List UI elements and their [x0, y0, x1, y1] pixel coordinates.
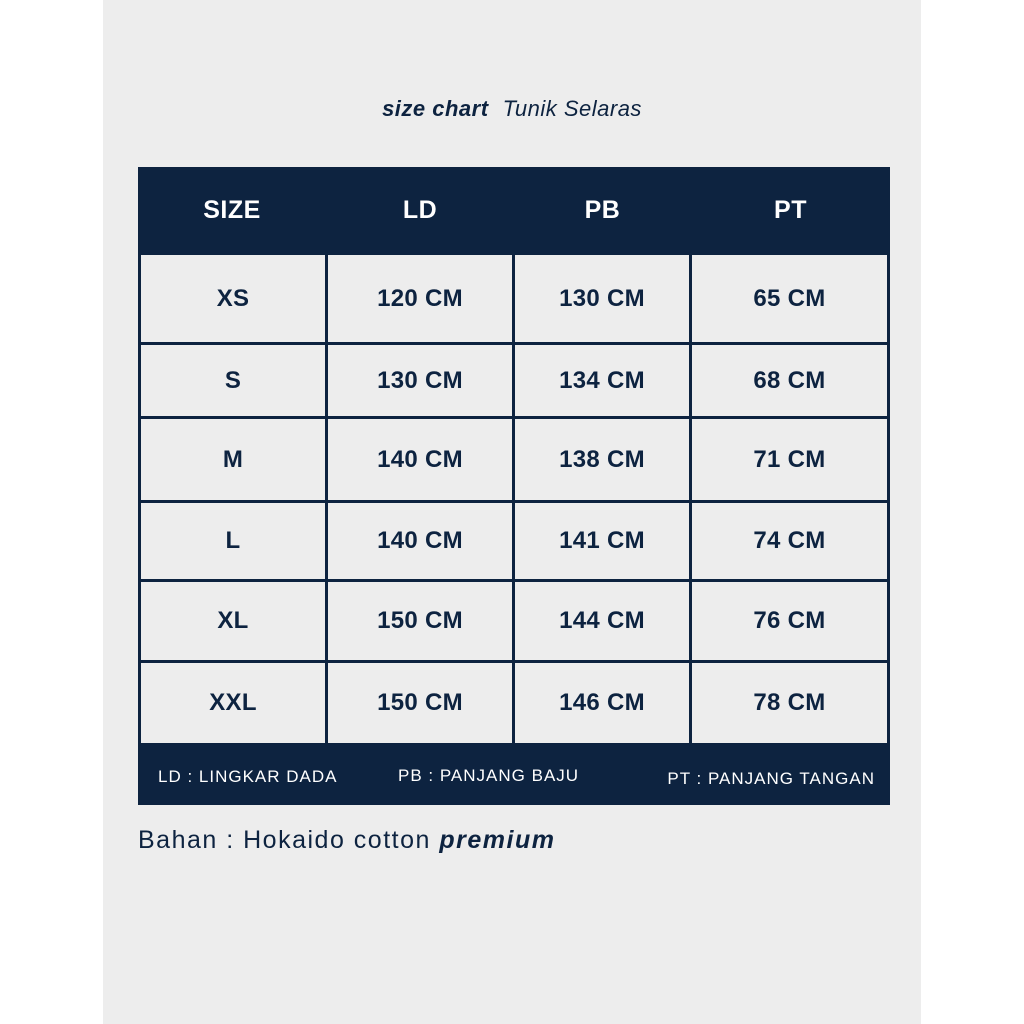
table-cell-size: M — [141, 419, 325, 500]
table-cell-pb: 141 CM — [515, 503, 689, 579]
material-prefix: Bahan : Hokaido cotton — [138, 826, 440, 854]
table-cell-pt: 78 CM — [692, 663, 887, 743]
table-cell-size: XXL — [141, 663, 325, 743]
table-cell-pt: 65 CM — [692, 255, 887, 342]
title-product-name: Tunik Selaras — [502, 96, 642, 121]
legend-pb: PB : PANJANG BAJU — [398, 766, 580, 785]
table-cell-pb: 146 CM — [515, 663, 689, 743]
table-cell-ld: 150 CM — [328, 582, 512, 660]
legend-pt: PT : PANJANG TANGAN — [667, 769, 875, 788]
material-premium: premium — [439, 826, 556, 854]
table-cell-pt: 74 CM — [692, 503, 887, 579]
header-size: SIZE — [203, 196, 261, 224]
table-cell-pb: 138 CM — [515, 419, 689, 500]
header-pt: PT — [774, 196, 807, 224]
table-cell-size: L — [141, 503, 325, 579]
header-ld: LD — [402, 196, 438, 224]
table-cell-ld: 140 CM — [328, 419, 512, 500]
table-cell-pt: 68 CM — [692, 345, 887, 416]
table-cell-pb: 134 CM — [515, 345, 689, 416]
table-header-row — [138, 167, 890, 253]
table-cell-size: XL — [141, 582, 325, 660]
page-title — [0, 96, 1024, 122]
table-cell-ld: 130 CM — [328, 345, 512, 416]
legend-row — [138, 747, 890, 805]
header-pb: PB — [584, 196, 621, 224]
legend-ld: LD : LINGKAR DADA — [158, 767, 338, 786]
table-cell-size: S — [141, 345, 325, 416]
table-cell-pb: 144 CM — [515, 582, 689, 660]
table-cell-size: XS — [141, 255, 325, 342]
table-cell-pt: 76 CM — [692, 582, 887, 660]
table-cell-ld: 150 CM — [328, 663, 512, 743]
table-cell-ld: 120 CM — [328, 255, 512, 342]
size-table — [138, 167, 890, 805]
material-note — [138, 826, 555, 855]
title-size-chart: size chart — [382, 96, 489, 121]
table-cell-ld: 140 CM — [328, 503, 512, 579]
table-cell-pt: 71 CM — [692, 419, 887, 500]
table-cell-pb: 130 CM — [515, 255, 689, 342]
